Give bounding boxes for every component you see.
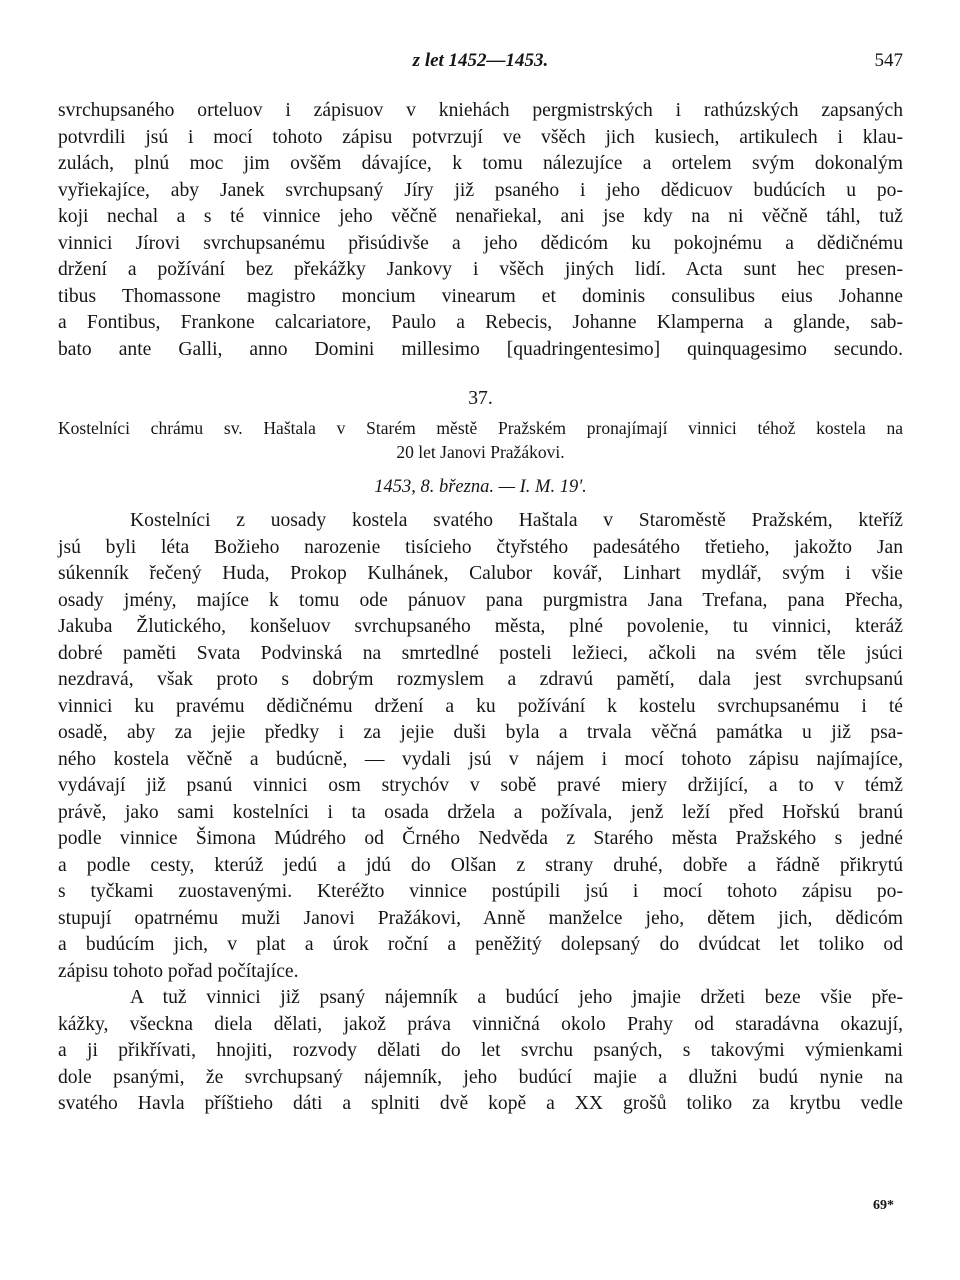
text-line: A tuž vinnici již psaný nájemník a budúcí jeho jmajie držeti beze všie pře- <box>130 987 903 1008</box>
document-number: 37. <box>468 388 493 409</box>
text-line: potvrdili jsú i mocí tohoto zápisu potvrzují ve všěch jich kusiech, artikulech i klau- <box>58 126 903 148</box>
text-line: s tyčkami zuostavenými. Kteréžto vinnice postúpili jsú i mocí tohoto zápisu po- <box>58 881 903 902</box>
text-line: koji nechal a s té vinnice jeho věčně nenařiekal, ani jse kdy na ni věčně táhl, tuž <box>58 206 903 227</box>
text-line: osady jmény, majíce k tomu ode pánuov pana purgmistra Jana Trefana, pana Přecha, <box>58 589 903 611</box>
text-line: kážky, všeckna diela dělati, jakož práva vinničná okolo Prahy od staradávna okazují, <box>58 1013 903 1035</box>
text-line: tibus Thomassone magistro moncium vinearum et dominis consulibus eius Johanne <box>58 285 903 307</box>
text-line: vydávají již psanú vinnici osm strychóv v sobě pravé miery držijící, a to v témž <box>58 775 903 796</box>
text-line: dole psanými, že svrchupsaný nájemník, jeho budúcí majie a dlužni budú nynie na <box>58 1066 903 1088</box>
running-head-title: z let 1452—1453. <box>412 50 549 71</box>
text-line: vinnici ku pravému dědičnému držení a ku požívání k kostelu svrchupsanému i té <box>58 695 903 717</box>
page-number: 547 <box>874 50 903 71</box>
text-line: a Fontibus, Frankone calcariatore, Paulo a Rebecis, Johanne Klamperna a glande, sab- <box>58 312 903 333</box>
text-line: vyřiekajíce, aby Janek svrchupsaný Jíry již psaného i jeho dědicuov budúcích u po- <box>58 179 903 201</box>
text-line: a ji přikřívati, hnojiti, rozvody dělati do let svrchu psaných, s takovými výmienkami <box>58 1040 903 1061</box>
text-line: Jakuba Žlutického, konšeluov svrchupsaného města, plné povolenie, tu vinnici, kteráž <box>58 616 903 637</box>
heading-line: Kostelníci chrámu sv. Haštala v Starém městě Pražském pronajímají vinnici téhož kostela na <box>58 418 903 438</box>
heading-line: 20 let Janovi Pražákovi. <box>396 442 565 462</box>
text-line: súkenník řečený Huda, Prokop Kulhánek, Calubor kovář, Linhart mydlář, svým i všie <box>58 563 903 584</box>
text-line: držení a požívání bez překážky Jankovy i všěch jiných lidí. Acta sunt hec presen- <box>58 259 903 280</box>
text-line: stupují opatrnému muži Janovi Pražákovi, Anně manželce jeho, dětem jich, dědicóm <box>58 907 903 929</box>
running-head <box>58 44 903 78</box>
text-line: bato ante Galli, anno Domini millesimo [quadringentesimo] quinquagesimo secundo. <box>58 338 903 360</box>
text-line: dobré paměti Svata Podvinská na smrtedlné posteli ležieci, ačkoli na svém těle jsúci <box>58 642 903 664</box>
paragraph-continued <box>58 98 903 363</box>
document-page <box>58 44 903 1118</box>
text-line: Kostelníci z uosady kostela svatého Haštala v Staroměstě Pražském, kteříž <box>130 510 903 531</box>
text-line: jsú byli léta Božieho narozenie tisícieho čtyřstého padesátého třetieho, jakožto Jan <box>58 536 903 558</box>
text-line: vinnici Jírovi svrchupsanému přisúdivše a jeho dědicóm ku pokojnému a dědičnému <box>58 232 903 254</box>
text-line: zulách, plnú moc jim ovšěm dávajíce, k tomu nálezujíce a ortelem svým dokonalým <box>58 153 903 174</box>
document-heading <box>58 416 903 464</box>
text-line: podle vinnice Šimona Múdrého od Črného Nedvěda z Starého města Pražského s jedné <box>58 828 903 849</box>
paragraph <box>58 508 903 985</box>
text-line: nezdravá, však proto s dobrým rozmyslem a zdravú pamětí, dala jest svrchupsanú <box>58 669 903 690</box>
paragraph <box>58 985 903 1118</box>
text-line: zápisu tohoto pořad počítajíce. <box>58 960 299 982</box>
text-line: a podle cesty, kterúž jedú a jdú do Olšan z strany druhé, dobře a řádně přikrytú <box>58 854 903 876</box>
dateline: 1453, 8. března. — I. M. 19'. <box>374 477 587 497</box>
text-line: svrchupsaného orteluov i zápisuov v kniehách pergmistrských i rathúzských zapsaných <box>58 100 903 121</box>
text-line: ného kostela věčně a budúcně, — vydali jsú v nájem i mocí tohoto zápisu najímajíce, <box>58 748 903 770</box>
signature-mark: 69* <box>873 1198 894 1213</box>
text-line: svatého Havla příštieho dáti a splniti dvě kopě a XX grošů toliko za krytbu vedle <box>58 1093 903 1114</box>
text-line: právě, jako sami kostelníci i ta osada držela a požívala, jenž leží před Hořskú branú <box>58 801 903 823</box>
text-line: a budúcím jich, v plat a úrok roční a peněžitý dolepsaný do dvúdcat let toliko od <box>58 934 903 955</box>
text-line: osadě, aby za jejie předky i za jejie duši byla a trvala věčná památka u již psa- <box>58 722 903 743</box>
